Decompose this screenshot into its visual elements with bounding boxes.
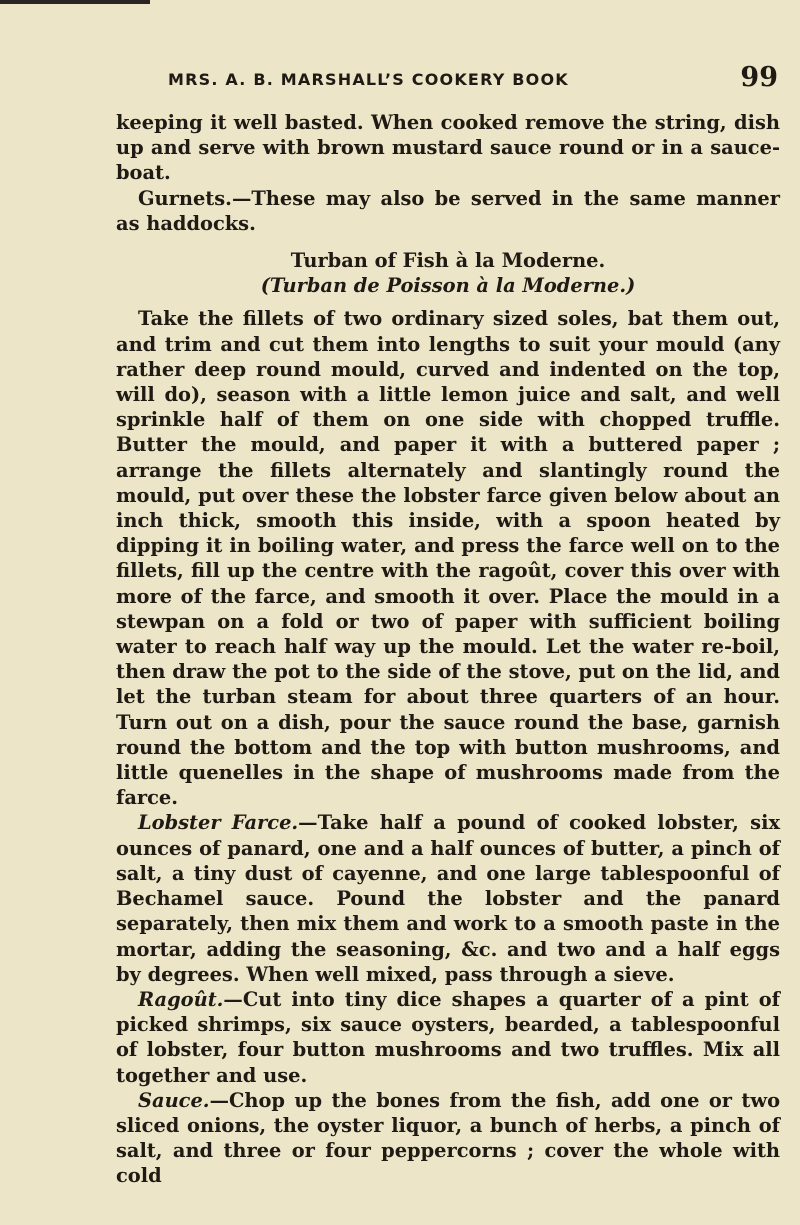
sauce-label: Sauce. bbox=[138, 1088, 210, 1112]
top-rule bbox=[0, 0, 150, 4]
ragout-label: Ragoût. bbox=[138, 987, 224, 1011]
page-body bbox=[116, 110, 780, 1189]
paragraph-lobster-farce bbox=[116, 810, 780, 986]
gurnets-text: —These may also be served in the same manner as haddocks. bbox=[116, 186, 780, 235]
paragraph-sauce bbox=[116, 1088, 780, 1189]
running-head: MRS. A. B. MARSHALL’S COOKERY BOOK bbox=[168, 70, 569, 89]
lobster-farce-label: Lobster Farce. bbox=[138, 811, 299, 835]
paragraph-continued: keeping it well basted. When cooked remove the string, dish up and serve with brown mustard sauce round or in a sauce-boat. bbox=[116, 111, 780, 185]
ragout-text: —Cut into tiny dice shapes a quarter of a pint of picked shrimps, six sauce oysters, bearded, a tablespoonful of lobster, four button mushrooms and two truffles. Mix all together and use. bbox=[116, 987, 780, 1087]
page-header bbox=[116, 62, 780, 110]
gurnets-label: Gurnets. bbox=[138, 186, 232, 210]
lobster-farce-text: —Take half a pound of cooked lobster, six ounces of panard, one and a half ounces of butter, a pinch of salt, a tiny dust of cayenne, and one large tablespoonful of Bechamel sauce. Pound the lobster and the panard separately, then mix them and work to a smooth paste in the mortar, adding the seasoning, &c. and two and a half eggs by degrees. When well mixed, pass through a sieve. bbox=[116, 811, 781, 986]
sauce-text: —Chop up the bones from the fish, add one or two sliced onions, the oyster liquor, a bunch of herbs, a pinch of salt, and three or four peppercorns ; cover the whole with cold bbox=[116, 1088, 780, 1188]
paragraph-ragout bbox=[116, 987, 780, 1088]
page-number: 99 bbox=[740, 62, 778, 93]
recipe-title: Turban of Fish à la Moderne. bbox=[290, 249, 606, 273]
paragraph-method: Take the fillets of two ordinary sized soles, bat them out, and trim and cut them into lengths to suit your mould (any rather deep round mould, curved and indented on the top, will do), season with a little lemon juice and salt, and well sprinkle half of them on one side with chopped truffle. Butter the mould, and paper it with a buttered paper ; arrange the fillets alternately and slantingly round the mould, put over these the lobster farce given below about an inch thick, smooth this inside, with a spoon heated by dipping it in boiling water, and press the farce well on to the fillets, fill up the centre with the ragoût, cover this over with more of the farce, and smooth it over. Place the mould in a stewpan on a fold or two of paper with sufficient boiling water to reach half way up the mould. Let the water re-boil, then draw the pot to the side of the stove, put on the lid, and let the turban steam for about three quarters of an hour. Turn out on a dish, pour the sauce round the base, garnish round the bottom and the top with button mushrooms, and little quenelles in the shape of mushrooms made from the farce. bbox=[116, 307, 780, 810]
recipe-subtitle: (Turban de Poisson à la Moderne.) bbox=[260, 274, 636, 298]
paragraph-gurnets bbox=[116, 186, 780, 236]
book-page bbox=[116, 62, 780, 1189]
